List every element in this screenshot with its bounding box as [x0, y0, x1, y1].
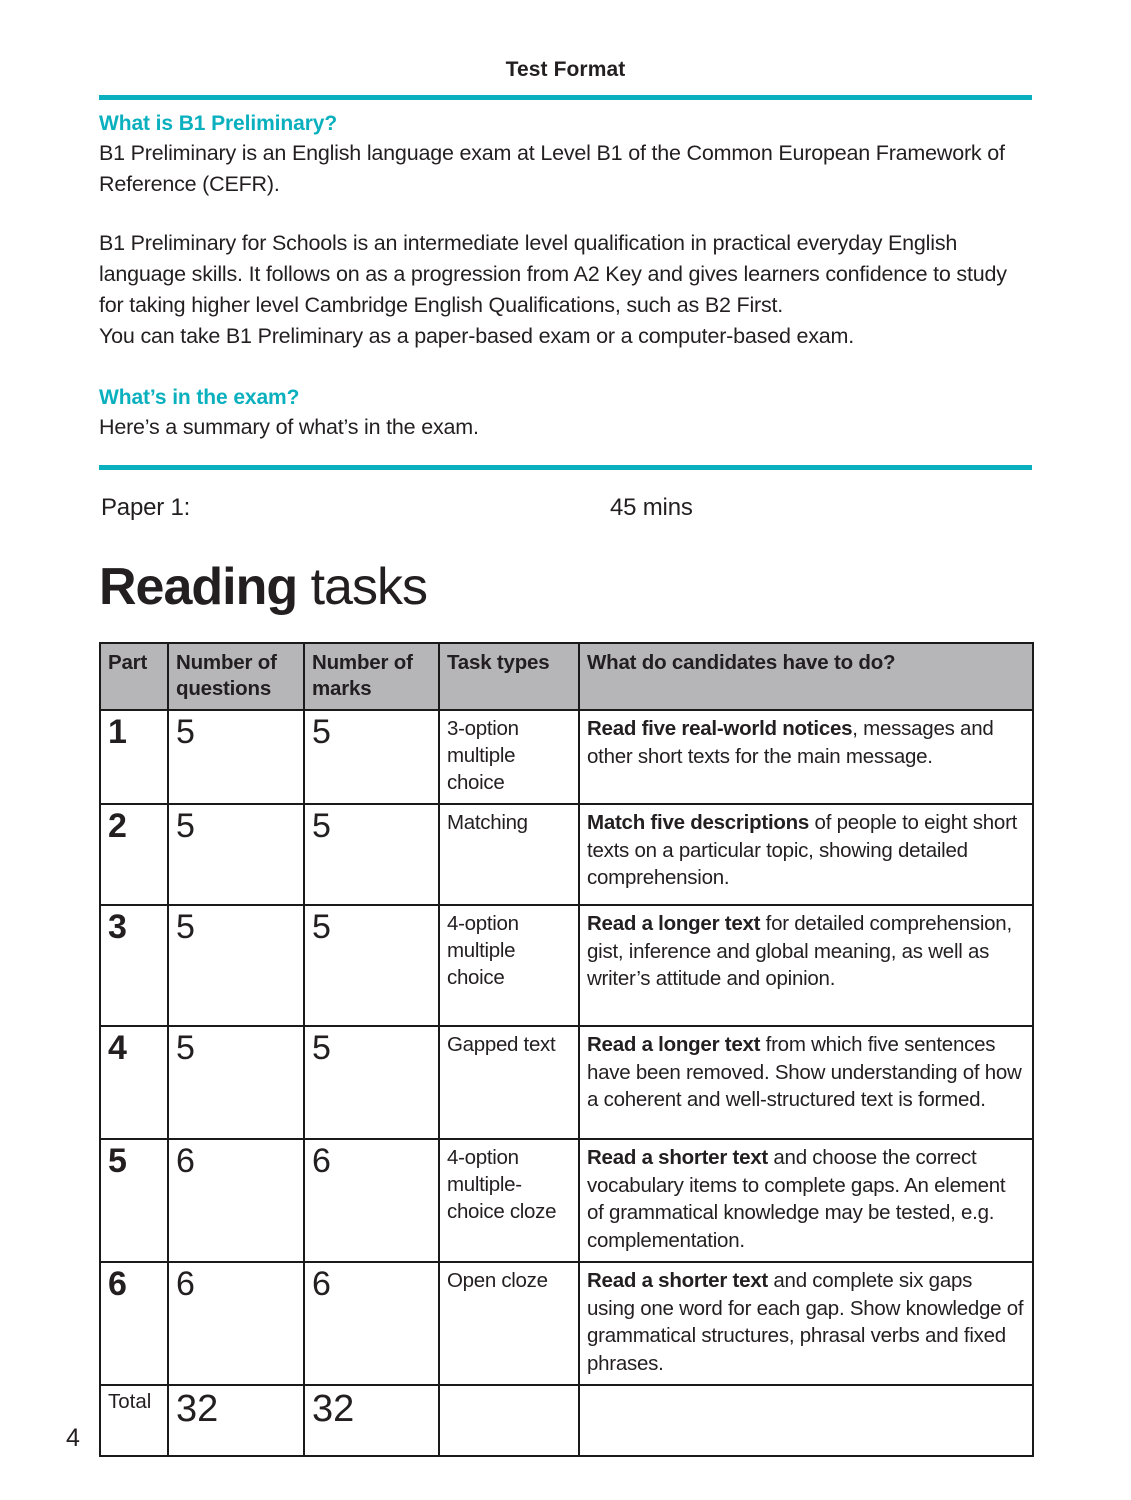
- cell-description-rest: from which five sentences have been removed. Show understanding of how a coherent and well-structured text is formed.: [587, 1033, 1022, 1111]
- cell-part: 2: [100, 804, 168, 905]
- cell-marks: 5: [304, 710, 439, 804]
- cell-task-type: 4-option multiple choice: [439, 905, 579, 1026]
- page-number: 4: [66, 1424, 80, 1452]
- cell-description-bold: Read a shorter text: [587, 1146, 768, 1169]
- page-title-strong: Reading: [99, 558, 298, 616]
- teal-rule-second: [99, 465, 1032, 470]
- cell-total-description: [579, 1385, 1033, 1456]
- cell-task-type: Open cloze: [439, 1262, 579, 1385]
- cell-description: [579, 1026, 1033, 1139]
- cell-description-bold: Read a longer text: [587, 1033, 761, 1056]
- cell-marks: 5: [304, 804, 439, 905]
- exam-format-table: [99, 642, 1034, 1457]
- section-heading-what-is-b1: What is B1 Preliminary?: [99, 112, 338, 135]
- running-head: Test Format: [505, 58, 626, 81]
- intro-paragraph-3: You can take B1 Preliminary as a paper-based exam or a computer-based exam.: [99, 324, 855, 348]
- cell-questions: 6: [168, 1139, 304, 1262]
- cell-marks: 5: [304, 1026, 439, 1139]
- cell-questions: 5: [168, 710, 304, 804]
- cell-task-type: Gapped text: [439, 1026, 579, 1139]
- cell-marks: 5: [304, 905, 439, 1026]
- paper-duration: 45 mins: [610, 494, 693, 521]
- cell-total-label: Total: [100, 1385, 168, 1456]
- cell-part: 3: [100, 905, 168, 1026]
- cell-description: [579, 710, 1033, 804]
- column-header-number-of-questions: Number of questions: [168, 643, 304, 710]
- cell-description: [579, 1139, 1033, 1262]
- paper-info-row: [99, 494, 1032, 536]
- content-column: [99, 95, 1032, 1457]
- cell-description-rest: for detailed comprehension, gist, inference and global meaning, as well as writer’s attitude and opinion.: [587, 912, 1012, 990]
- cell-marks: 6: [304, 1139, 439, 1262]
- column-header-description: What do candidates have to do?: [579, 643, 1033, 710]
- column-header-task-types: Task types: [439, 643, 579, 710]
- cell-description: [579, 1262, 1033, 1385]
- table-row: [100, 1262, 1033, 1385]
- spacer: [99, 352, 1032, 374]
- cell-description-rest: and choose the correct vocabulary items to complete gaps. An element of grammatical knowledge may be tested, e.g. complementation.: [587, 1146, 1006, 1252]
- section-heading-whats-in-the-exam: What’s in the exam?: [99, 386, 300, 409]
- cell-task-type: 3-option multiple choice: [439, 710, 579, 804]
- table-row: [100, 710, 1033, 804]
- cell-description: [579, 905, 1033, 1026]
- teal-rule-top: [99, 95, 1032, 100]
- cell-description-rest: of people to eight short texts on a particular topic, showing detailed comprehension.: [587, 811, 1018, 889]
- table-row: [100, 804, 1033, 905]
- table-header-row: [100, 643, 1033, 710]
- cell-description-rest: , messages and other short texts for the main message.: [587, 717, 994, 768]
- cell-total-questions: 32: [168, 1385, 304, 1456]
- cell-part: 5: [100, 1139, 168, 1262]
- column-header-part: Part: [100, 643, 168, 710]
- intro-paragraph-4: Here’s a summary of what’s in the exam.: [99, 415, 479, 439]
- cell-marks: 6: [304, 1262, 439, 1385]
- cell-task-type: 4-option multiple-choice cloze: [439, 1139, 579, 1262]
- cell-description: [579, 804, 1033, 905]
- cell-description-rest: and complete six gaps using one word for each gap. Show knowledge of grammatical structures, phrasal verbs and fixed phrases.: [587, 1269, 1024, 1375]
- page-title: [99, 558, 1032, 616]
- cell-questions: 6: [168, 1262, 304, 1385]
- cell-part: 6: [100, 1262, 168, 1385]
- spacer: [99, 443, 1032, 465]
- table-row: [100, 905, 1033, 1026]
- cell-description-bold: Read a longer text: [587, 912, 761, 935]
- intro-paragraph-2: B1 Preliminary for Schools is an intermediate level qualification in practical everyday English language skills. It follows on as a progression from A2 Key and gives learners confidence to study for taking higher level Cambridge English Qualifications, such as B2 First.: [99, 231, 1007, 317]
- intro-paragraph-1: B1 Preliminary is an English language exam at Level B1 of the Common European Framework of Reference (CEFR).: [99, 141, 1005, 196]
- cell-questions: 5: [168, 1026, 304, 1139]
- cell-description-bold: Read a shorter text: [587, 1269, 768, 1292]
- cell-description-bold: Read five real-world notices: [587, 717, 853, 740]
- cell-questions: 5: [168, 804, 304, 905]
- cell-task-type: Matching: [439, 804, 579, 905]
- table-row: [100, 1026, 1033, 1139]
- cell-part: 4: [100, 1026, 168, 1139]
- page-title-light: tasks: [297, 558, 427, 616]
- cell-total-task-type: [439, 1385, 579, 1456]
- column-header-number-of-marks: Number of marks: [304, 643, 439, 710]
- cell-description-bold: Match five descriptions: [587, 811, 810, 834]
- cell-part: 1: [100, 710, 168, 804]
- paper-label: Paper 1:: [101, 494, 191, 521]
- table-row: [100, 1139, 1033, 1262]
- spacer: [99, 200, 1032, 228]
- cell-total-marks: 32: [304, 1385, 439, 1456]
- cell-questions: 5: [168, 905, 304, 1026]
- table-total-row: [100, 1385, 1033, 1456]
